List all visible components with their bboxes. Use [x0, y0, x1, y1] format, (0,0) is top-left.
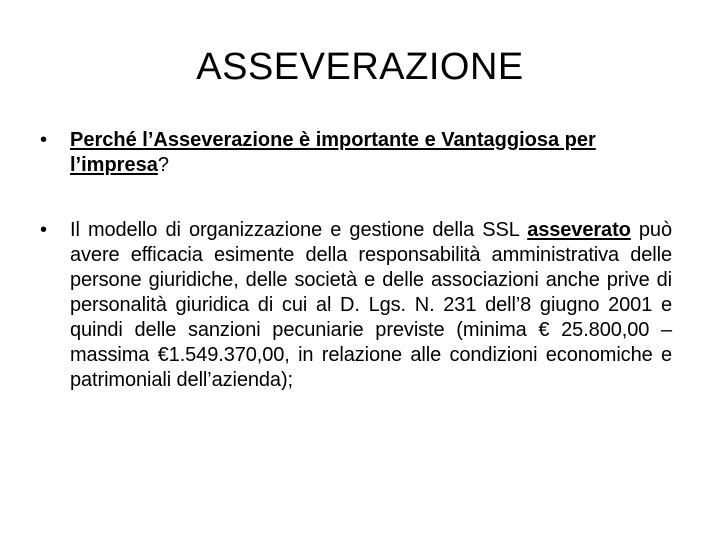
bullet-point-icon: • [40, 219, 48, 241]
question-mark: ? [157, 154, 169, 176]
bullet-item-explanation [40, 218, 672, 393]
bullet-text [70, 218, 672, 393]
bullet-item-question [40, 128, 672, 178]
explanation-rest: può avere efficacia esimente della responsabilità amministrativa delle persone giuridiche, delle società e delle associazioni anche prive di personalità giuridica di cui al D. Lgs. N. 231 dell’8 giugno 2001 e quindi delle sanzioni pecuniarie previste (minima € 25.800,00 – massima €1.549.370,00, in relazione alle condizioni economiche e patrimoniali dell’azienda); [70, 219, 672, 391]
explanation-emphasis: asseverato [527, 219, 631, 241]
slide-title: ASSEVERAZIONE [196, 46, 524, 88]
bullet-point-icon: • [40, 129, 48, 151]
bullet-text [70, 128, 672, 178]
explanation-lead: Il modello di organizzazione e gestione della SSL [70, 219, 520, 241]
question-text: Perché l’Asseverazione è importante e Vantaggiosa per l’impresa [70, 129, 596, 176]
